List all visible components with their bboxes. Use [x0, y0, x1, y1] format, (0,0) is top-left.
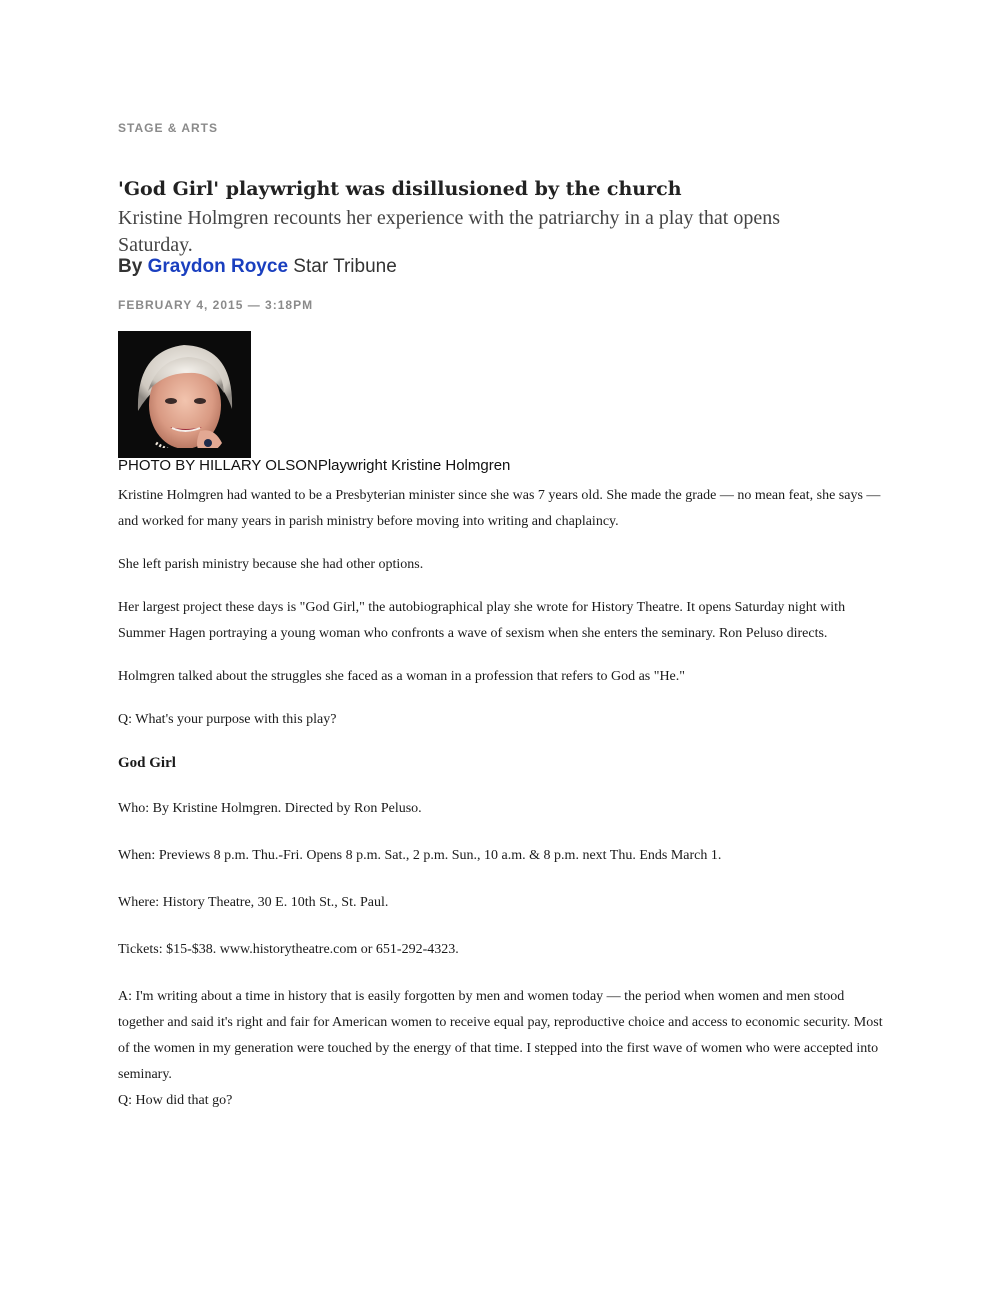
- photo-caption: [118, 457, 510, 474]
- info-box-title: God Girl: [118, 755, 176, 771]
- portrait-image: [118, 331, 251, 458]
- info-where: Where: History Theatre, 30 E. 10th St., St. Paul.: [118, 895, 389, 910]
- paragraph: Holmgren talked about the struggles she faced as a woman in a profession that refers to God as "He.": [118, 669, 685, 684]
- byline-by: By: [118, 256, 143, 277]
- paragraph: Her largest project these days is "God Girl," the autobiographical play she wrote for History Theatre. It opens Saturday night with Summer Hagen portraying a young woman who confronts a wave of sexism when she enters the seminary. Ron Peluso directs.: [118, 600, 846, 641]
- author-link[interactable]: Graydon Royce: [147, 256, 289, 277]
- author-photo: [118, 331, 251, 458]
- article-headline: 'God Girl' playwright was disillusioned by the church: [118, 178, 682, 200]
- article-subhead: Kristine Holmgren recounts her experience with the patriarchy in a play that opens Saturday.: [118, 207, 780, 256]
- paragraph: Kristine Holmgren had wanted to be a Presbyterian minister since she was 7 years old. She made the grade — no mean feat, she says — and worked for many years in parish ministry before moving into writing and chaplaincy.: [118, 488, 881, 529]
- section-label[interactable]: STAGE & ARTS: [118, 121, 219, 135]
- photo-credit: PHOTO BY HILLARY OLSON: [118, 457, 318, 474]
- paragraph: She left parish ministry because she had other options.: [118, 557, 424, 572]
- question: Q: How did that go?: [118, 1093, 233, 1108]
- dateline: FEBRUARY 4, 2015 — 3:18PM: [118, 298, 314, 312]
- byline-outlet: Star Tribune: [293, 256, 397, 277]
- answer: A: I'm writing about a time in history that is easily forgotten by men and women today — the period when women and men stood together and said it's right and fair for American women to receive equal pay, reproductive choice and access to economic security. Most of the women in my generation were touched by the energy of that time. I stepped into the first wave of women who were accepted into seminary.: [118, 989, 883, 1082]
- info-who: Who: By Kristine Holmgren. Directed by Ron Peluso.: [118, 801, 422, 816]
- byline: [118, 256, 397, 278]
- question: Q: What's your purpose with this play?: [118, 712, 337, 727]
- info-when: When: Previews 8 p.m. Thu.-Fri. Opens 8 p.m. Sat., 2 p.m. Sun., 10 a.m. & 8 p.m. next Thu. Ends March 1.: [118, 848, 722, 863]
- article-body: [118, 483, 883, 1131]
- info-tickets: Tickets: $15-$38. www.historytheatre.com or 651-292-4323.: [118, 942, 459, 957]
- photo-caption-text: Playwright Kristine Holmgren: [317, 457, 511, 474]
